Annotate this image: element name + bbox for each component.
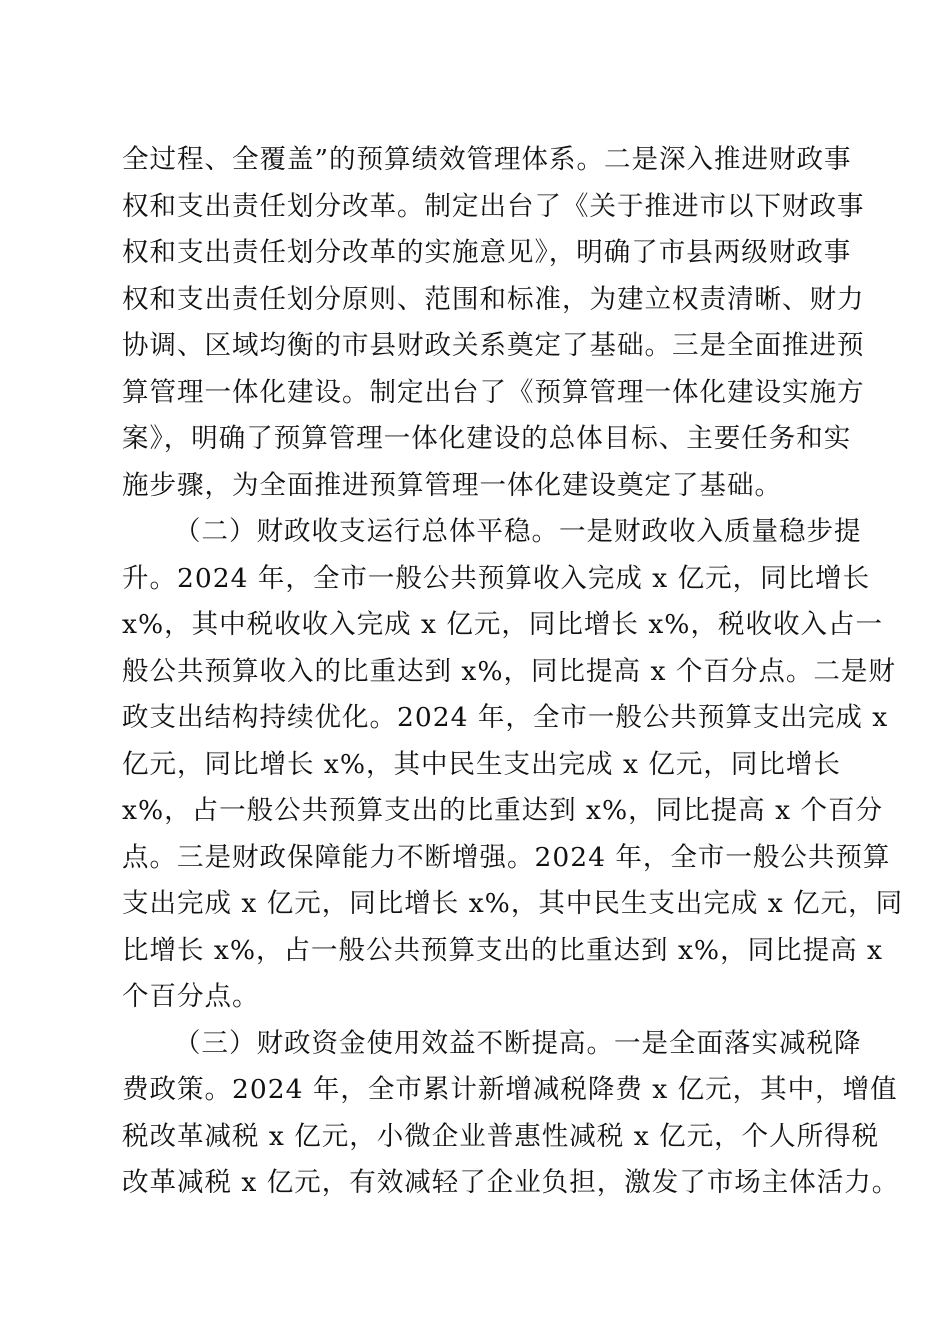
paragraph-p2 [122,509,904,1021]
text-line: 改革减税 x 亿元，有效减轻了企业负担，激发了市场主体活力。 [122,1167,900,1198]
text-line: 点。三是财政保障能力不断增强。2024 年，全市一般公共预算 [122,841,891,873]
text-line: 费政策。2024 年，全市累计新增减税降费 x 亿元，其中，增值 [122,1074,898,1105]
text-line: 算管理一体化建设。制定出台了《预算管理一体化建设实施方 [122,376,865,408]
text-line: 施步骤，为全面推进预算管理一体化建设奠定了基础。 [122,469,782,501]
text-line: 协调、区域均衡的市县财政关系奠定了基础。三是全面推进预 [122,330,865,361]
paragraph-p3 [122,1021,900,1207]
text-line: 般公共预算收入的比重达到 x%，同比提高 x 个百分点。二是财 [122,655,896,687]
text-line: 升。2024 年，全市一般公共预算收入完成 x 亿元，同比增长 [122,562,871,594]
text-line: 亿元，同比增长 x%，其中民生支出完成 x 亿元，同比增长 [122,748,841,780]
text-line: 权和支出责任划分改革。制定出台了《关于推进市以下财政事 [122,190,865,222]
text-line: 权和支出责任划分原则、范围和标准，为建立权责清晰、财力 [122,283,865,315]
section-heading-line: （二）财政收支运行总体平稳。一是财政收入质量稳步提 [174,516,862,547]
text-line: 个百分点。 [122,981,260,1012]
text-line: 政支出结构持续优化。2024 年，全市一般公共预算支出完成 x [122,702,889,733]
text-line: x%，其中税收收入完成 x 亿元，同比增长 x%，税收收入占一 [122,609,883,640]
text-line: 全过程、全覆盖”的预算绩效管理体系。二是深入推进财政事 [122,144,852,175]
text-line: 支出完成 x 亿元，同比增长 x%，其中民生支出完成 x 亿元，同 [122,888,904,919]
text-line: 税改革减税 x 亿元，小微企业普惠性减税 x 亿元，个人所得税 [122,1120,880,1152]
text-line: x%，占一般公共预算支出的比重达到 x%，同比提高 x 个百分 [122,795,883,826]
document-body [122,137,904,1207]
text-line: 比增长 x%，占一般公共预算支出的比重达到 x%，同比提高 x [122,934,883,966]
text-line: 案》，明确了预算管理一体化建设的总体目标、主要任务和实 [122,423,852,454]
section-heading-line: （三）财政资金使用效益不断提高。一是全面落实减税降 [174,1027,862,1059]
text-line: 权和支出责任划分改革的实施意见》，明确了市县两级财政事 [122,237,852,268]
paragraph-p1 [122,137,865,509]
